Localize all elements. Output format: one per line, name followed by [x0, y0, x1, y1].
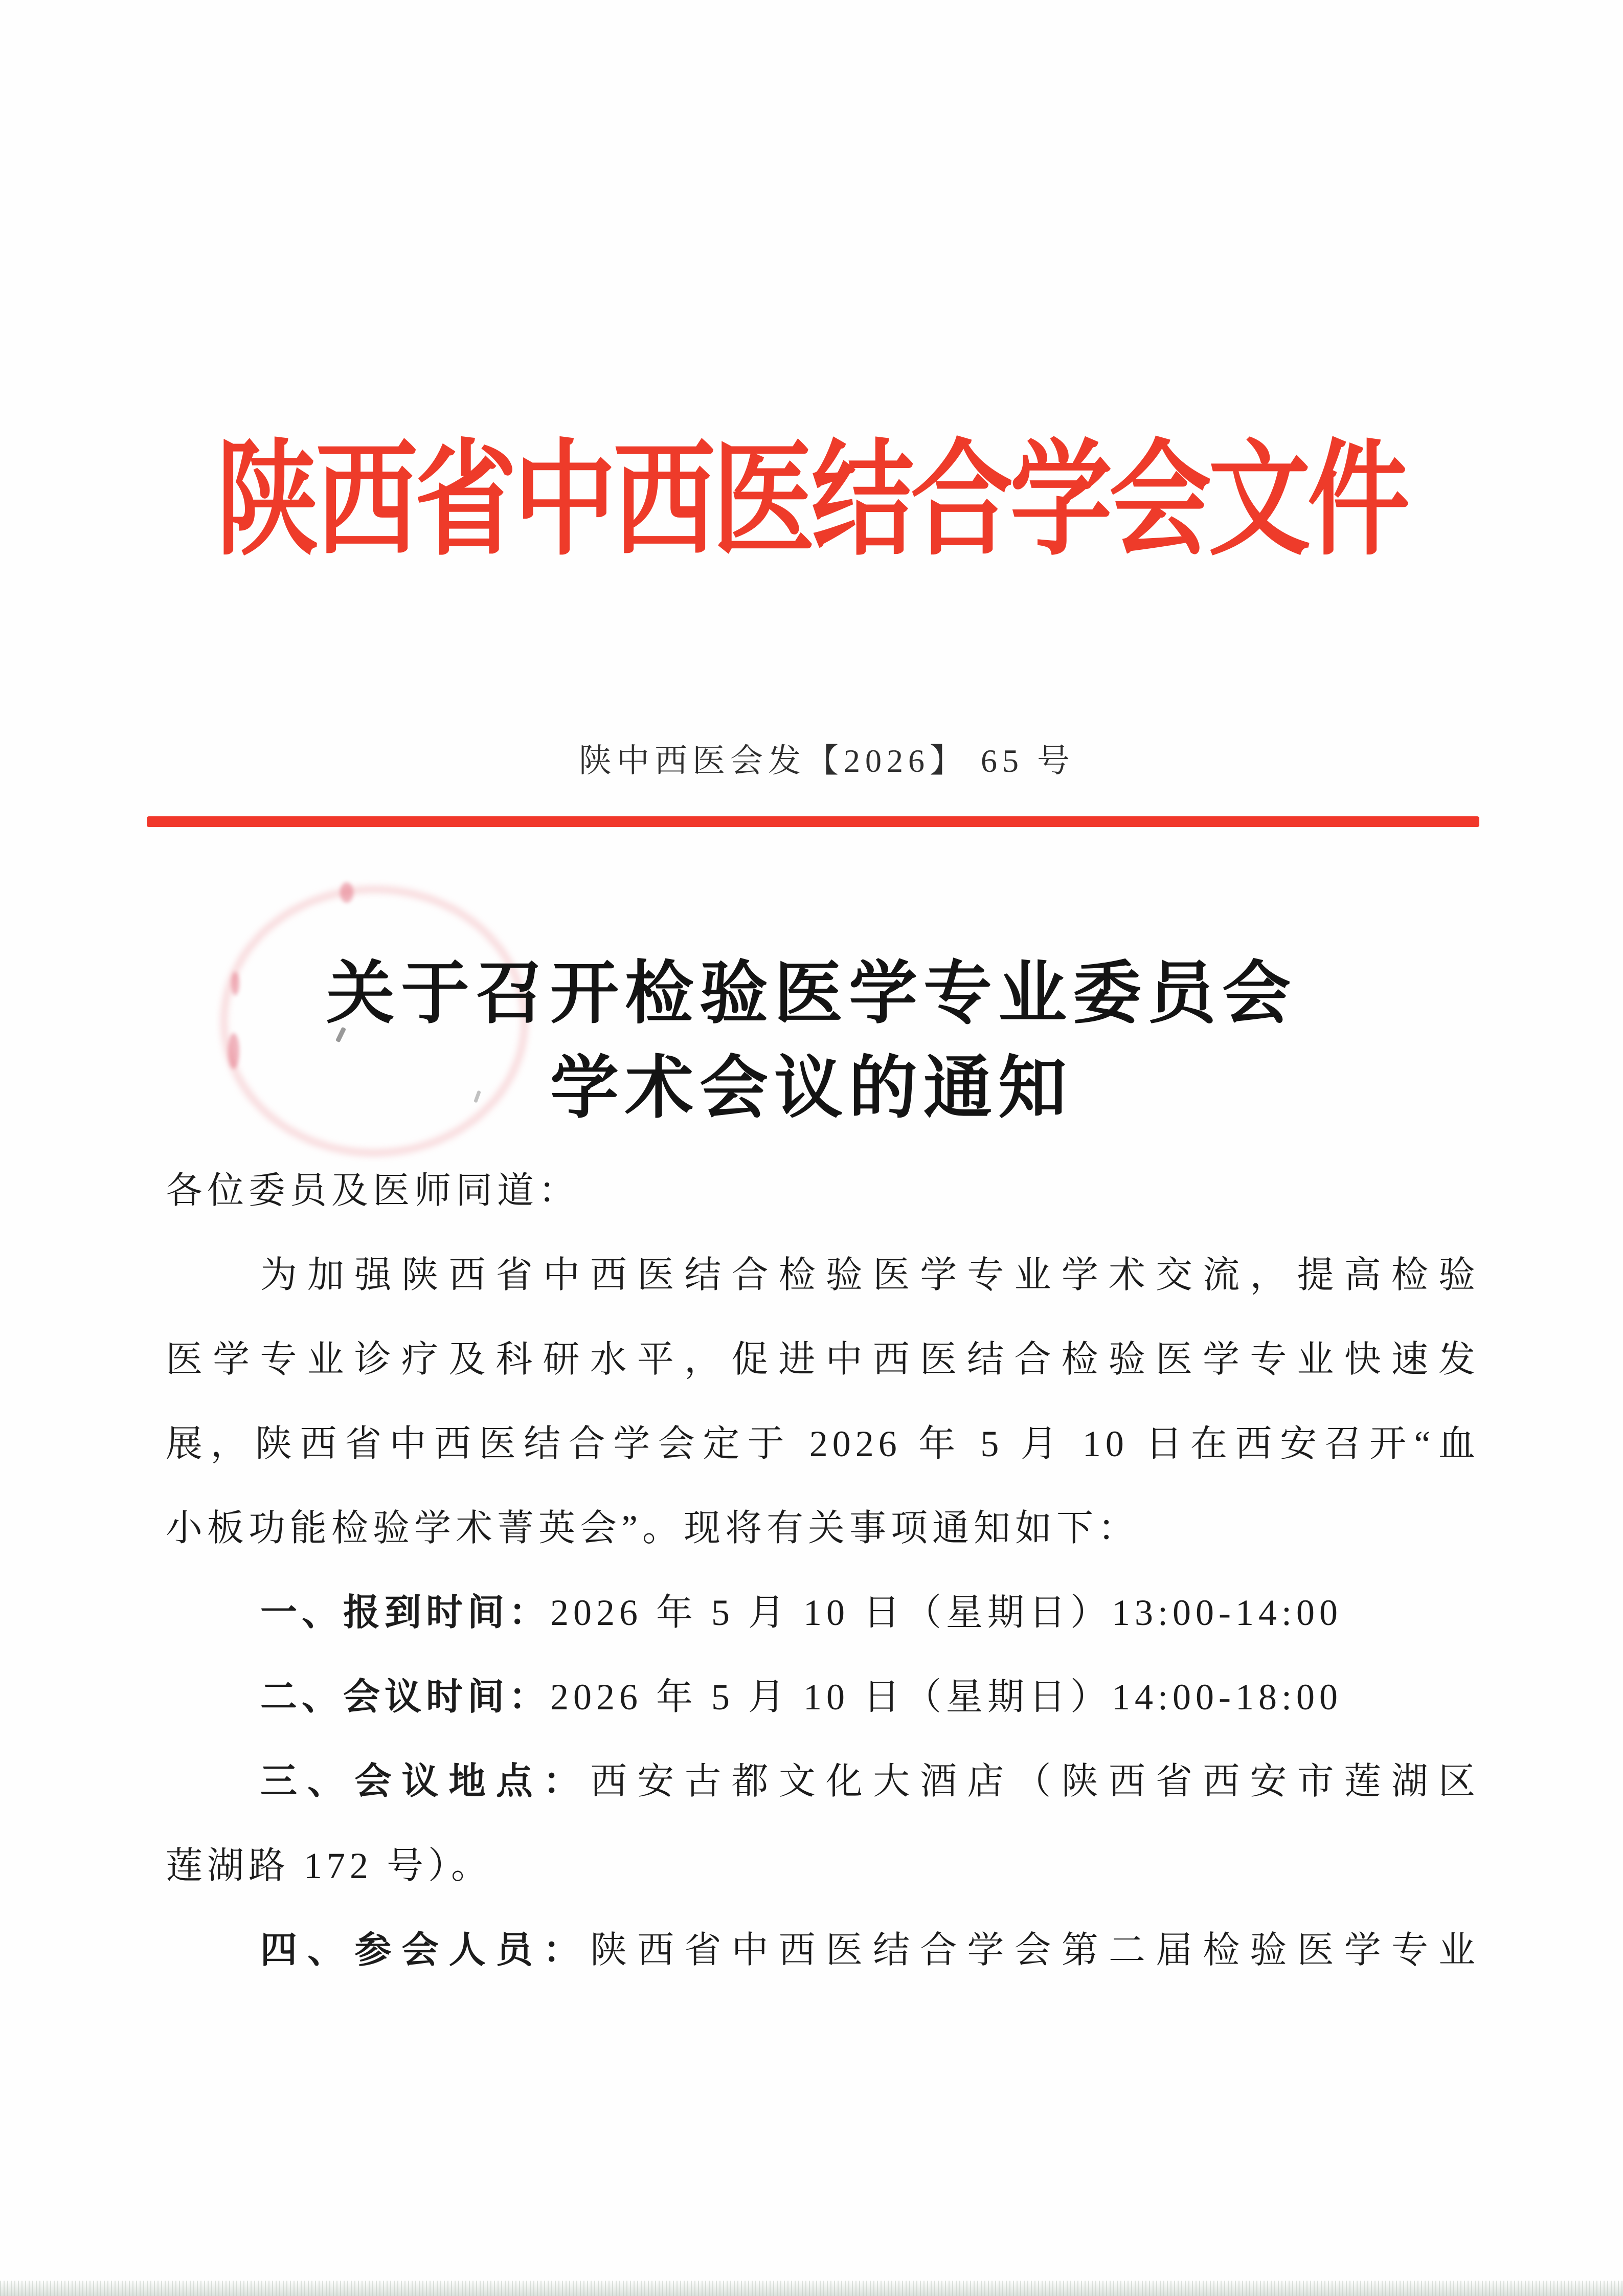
body-line-item-3 — [166, 1740, 1480, 1824]
body-line — [166, 1318, 1480, 1402]
document-number: 陕中西医会发【2026】 65 号 — [579, 743, 1075, 779]
body-line-item-2 — [166, 1655, 1480, 1740]
item-label: 三、会议地点： — [260, 1761, 591, 1802]
line-text: 展，陕西省中西医结合学会定于 2026 年 5 月 10 日在西安召开“血 — [166, 1423, 1480, 1464]
line-text: 2026 年 5 月 10 日（星期日）13:00-14:00 — [550, 1592, 1343, 1633]
body-line — [166, 1486, 1480, 1571]
line-text: 莲湖路 172 号）。 — [166, 1845, 493, 1886]
notice-title — [0, 947, 1623, 1136]
line-text: 医学专业诊疗及科研水平，促进中西医结合检验医学专业快速发 — [166, 1339, 1480, 1380]
red-divider-rule — [147, 816, 1479, 827]
notice-title-line-1: 关于召开检验医学专业委员会 — [326, 956, 1297, 1032]
item-label: 四、参会人员： — [260, 1930, 591, 1971]
line-text: 西安古都文化大酒店（陕西省西安市莲湖区 — [590, 1761, 1480, 1802]
item-label: 一、报到时间： — [260, 1592, 551, 1633]
notice-body — [166, 1149, 1480, 1993]
body-line — [166, 1824, 1480, 1908]
line-text: 陕西省中西医结合学会第二届检验医学专业 — [590, 1930, 1480, 1971]
line-text: 小板功能检验学术菁英会”。现将有关事项通知如下： — [166, 1508, 1139, 1549]
body-line — [166, 1402, 1480, 1486]
body-line-item-1 — [166, 1571, 1480, 1655]
body-line-item-4 — [166, 1908, 1480, 1993]
letterhead-org-title: 陕西省中西医结合学会文件 — [216, 432, 1407, 571]
salutation-line: 各位委员及医师同道： — [166, 1170, 580, 1211]
item-label: 二、会议时间： — [260, 1677, 551, 1718]
line-text: 为加强陕西省中西医结合检验医学专业学术交流，提高检验 — [260, 1255, 1480, 1296]
scanner-edge-artifact — [0, 2281, 1623, 2296]
notice-title-line-2: 学术会议的通知 — [550, 1051, 1073, 1126]
seal-ink-speck — [340, 882, 353, 903]
line-text: 2026 年 5 月 10 日（星期日）14:00-18:00 — [550, 1677, 1343, 1718]
body-line — [166, 1233, 1480, 1318]
